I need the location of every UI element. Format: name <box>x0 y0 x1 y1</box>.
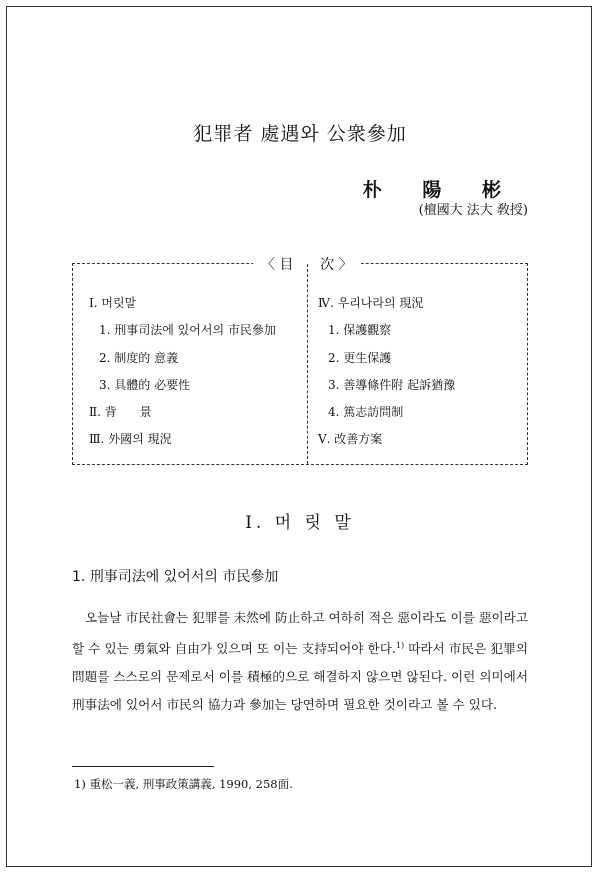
toc-item: Ⅴ. 改善方案 <box>318 432 383 447</box>
footnote-reference: 1) <box>395 641 405 650</box>
toc-item: Ⅲ. 外國의 現況 <box>89 432 172 447</box>
toc-item: Ⅳ. 우리나라의 現況 <box>318 296 424 310</box>
toc-item: 1. 刑事司法에 있어서의 市民參加 <box>99 323 276 338</box>
toc-divider <box>307 264 308 464</box>
table-of-contents <box>72 257 528 465</box>
toc-item: 3. 善導條件附 起訴猶豫 <box>328 377 456 392</box>
paragraph-text: 오늘날 市民社會는 犯罪를 未然에 防止하고 여하히 적은 惡이라도 이를 惡이라고 할 수 있는 勇氣와 自由가 있으며 또 이는 支持되어야 한다. <box>72 610 528 657</box>
toc-right-column <box>318 294 455 458</box>
toc-heading: 〈 目 次 〉 <box>253 254 361 274</box>
footnote: 1) 重松一義, 刑事政策講義, 1990, 258面. <box>74 777 293 791</box>
toc-left-column <box>89 294 276 458</box>
author-name: 朴 陽 彬 <box>362 179 518 201</box>
footnote-rule <box>72 766 214 767</box>
subsection-heading: 1. 刑事司法에 있어서의 市民參加 <box>72 569 279 585</box>
toc-item: 2. 制度的 意義 <box>99 350 179 365</box>
toc-item: Ⅰ. 머릿말 <box>89 296 137 310</box>
toc-item: 2. 更生保護 <box>328 350 392 365</box>
paragraph-text: 따라서 市民은 犯罪의 問題를 스스로의 문제로서 이를 積極的으로 해결하지 않으면 않된다. 이런 의미에서 刑事法에 있어서 市民의 協力과 參加는 당연하며 필요한 것이라고 볼 수 있다. <box>72 641 528 713</box>
toc-item: 3. 具體的 必要性 <box>99 377 191 392</box>
toc-item: 4. 篤志訪問制 <box>328 405 404 420</box>
paper-title: 犯罪者 處遇와 公衆參加 <box>193 123 407 145</box>
author-affiliation: (檀國大 法大 敎授) <box>418 203 528 218</box>
body-paragraph <box>72 604 528 719</box>
toc-item: Ⅱ. 背 景 <box>89 405 152 420</box>
toc-item: 1. 保護觀察 <box>328 323 392 338</box>
section-heading: Ⅰ. 머 릿 말 <box>245 513 355 533</box>
